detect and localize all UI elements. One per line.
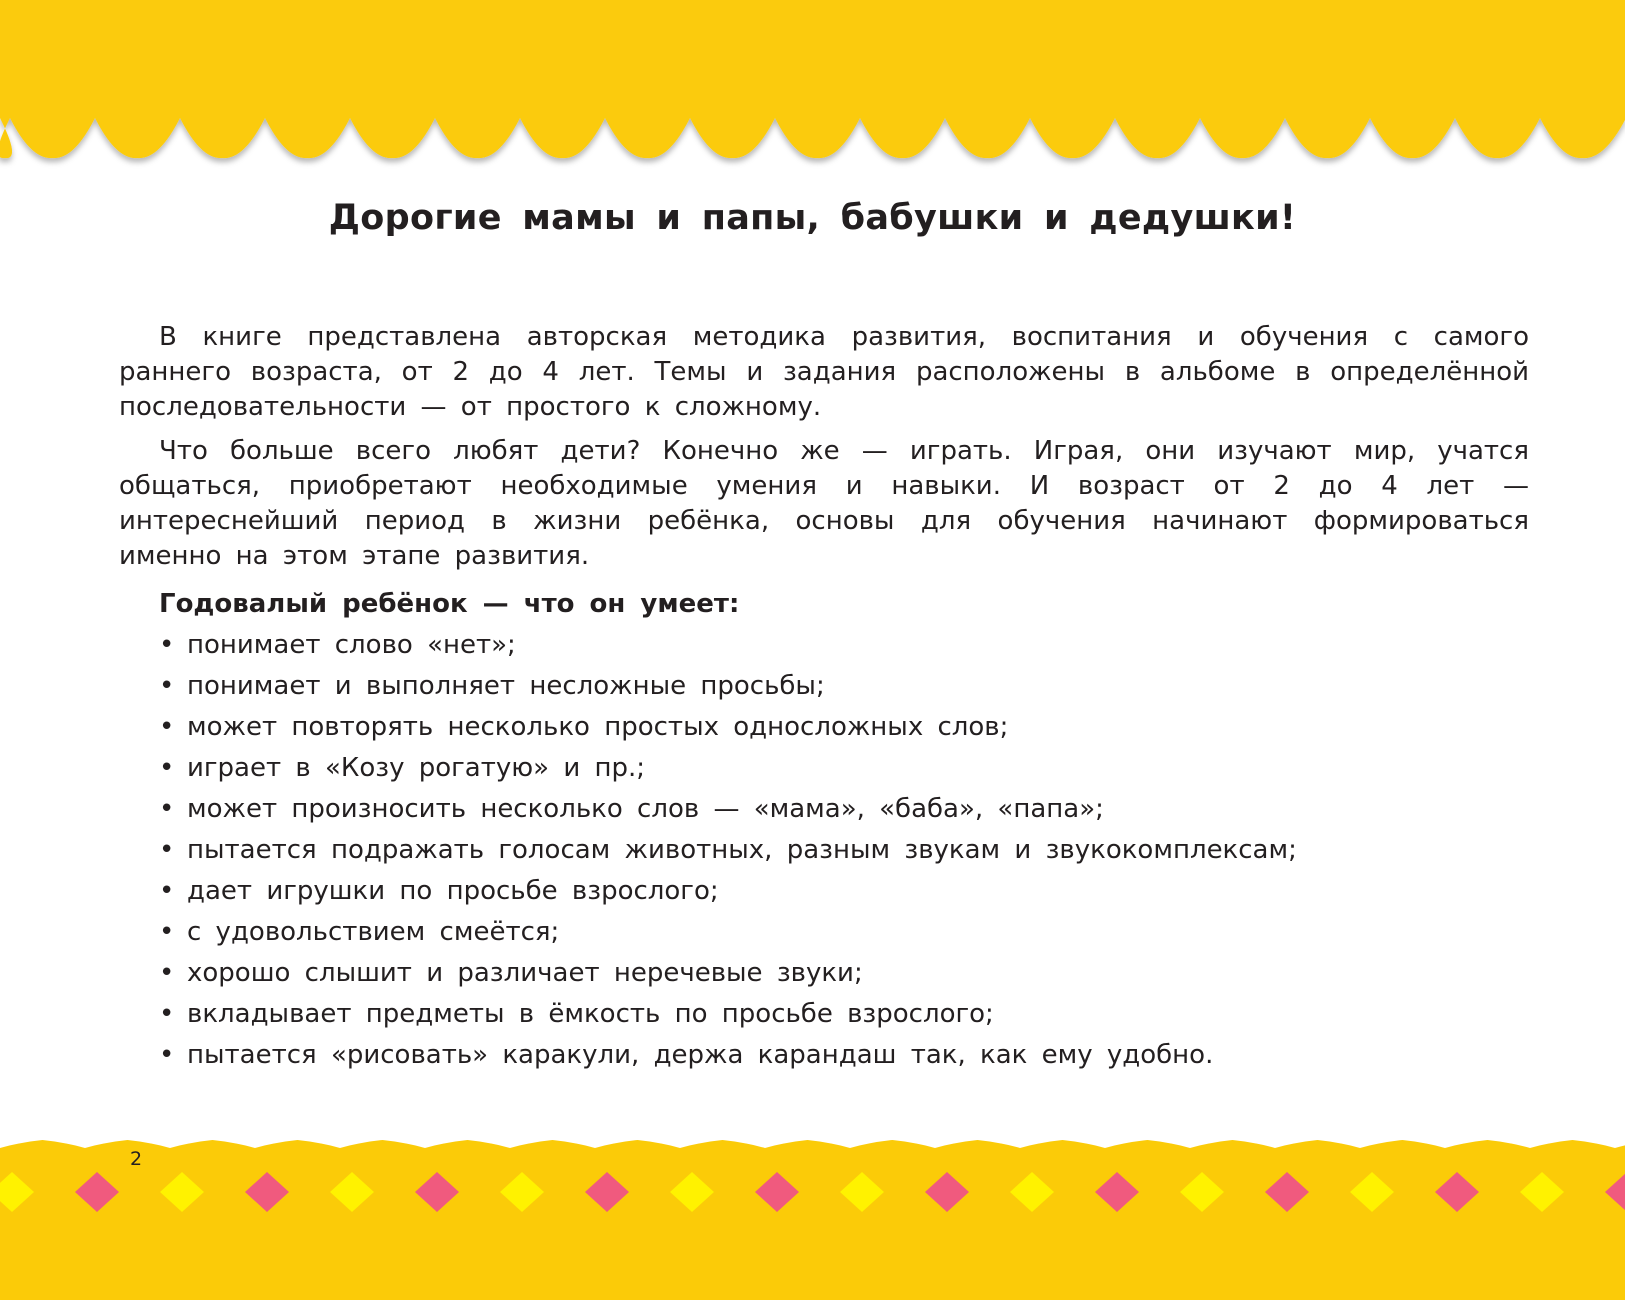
body-text [119,320,1529,1079]
skills-heading: Годовалый ребёнок — что он умеет: [159,589,740,619]
list-item-text: может произносить несколько слов — «мама», «баба», «папа»; [187,794,1104,824]
bullet-icon: • [159,876,175,906]
bullet-icon: • [159,630,175,660]
bullet-icon: • [159,753,175,783]
list-item-text: с удовольствием смеётся; [187,917,560,947]
intro-paragraph-2: Что больше всего любят дети? Конечно же — играть. Играя, они изучают мир, учатся общаться, приобретают необходимые умения и навыки. И возраст от 2 до 4 лет — интереснейший период в жизни ребёнка, основы для обучения начинают формироваться именно на этом этапе развития. [119,436,1529,571]
bullet-icon: • [159,671,175,701]
list-item [159,874,1529,909]
page-number: 2 [130,1148,143,1170]
list-item [159,792,1529,827]
intro-paragraph-1: В книге представлена авторская методика развития, воспитания и обучения с самого раннего возраста, от 2 до 4 лет. Темы и задания расположены в альбоме в определённой последовательности — от простого к сложному. [119,322,1529,422]
list-item [159,1038,1529,1073]
top-zigzag-border [0,0,1625,175]
list-item [159,710,1529,745]
page-title: Дорогие мамы и папы, бабушки и дедушки! [328,198,1297,238]
bullet-icon: • [159,999,175,1029]
list-item-text: понимает слово «нет»; [187,630,516,660]
list-item [159,915,1529,950]
list-item [159,956,1529,991]
list-item-text: хорошо слышит и различает неречевые звуки; [187,958,863,988]
bullet-icon: • [159,958,175,988]
bullet-icon: • [159,794,175,824]
list-item [159,669,1529,704]
list-item-text: понимает и выполняет несложные просьбы; [187,671,825,701]
list-item [159,751,1529,786]
list-item-text: пытается подражать голосам животных, разным звукам и звукокомплексам; [187,835,1297,865]
skills-list [119,628,1529,1073]
list-item-text: дает игрушки по просьбе взрослого; [187,876,719,906]
list-item [159,997,1529,1032]
bullet-icon: • [159,917,175,947]
list-item-text: может повторять несколько простых односложных слов; [187,712,1009,742]
list-item-text: пытается «рисовать» каракули, держа карандаш так, как ему удобно. [187,1040,1214,1070]
bottom-zigzag-border [0,1140,1625,1300]
list-item [159,628,1529,663]
bullet-icon: • [159,835,175,865]
list-item [159,833,1529,868]
list-item-text: вкладывает предметы в ёмкость по просьбе взрослого; [187,999,994,1029]
bullet-icon: • [159,712,175,742]
bullet-icon: • [159,1040,175,1070]
list-item-text: играет в «Козу рогатую» и пр.; [187,753,646,783]
